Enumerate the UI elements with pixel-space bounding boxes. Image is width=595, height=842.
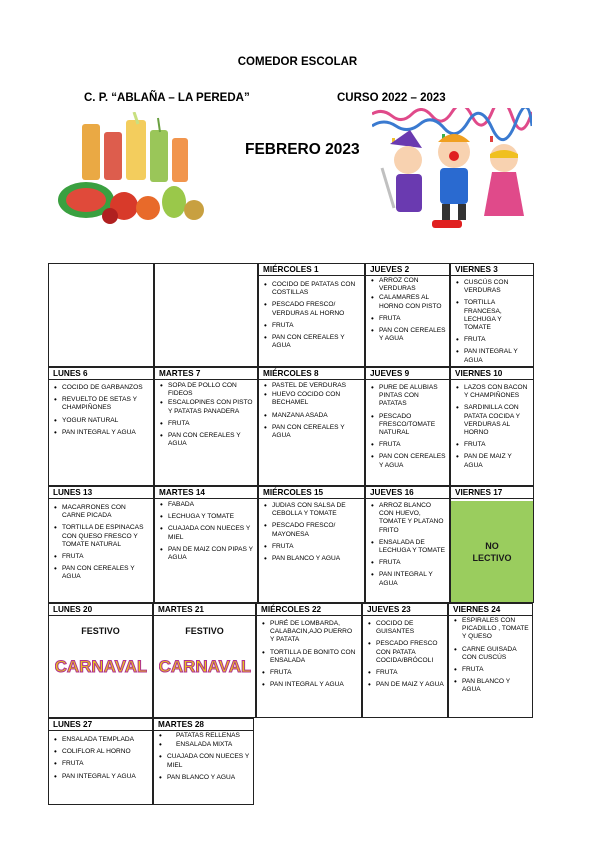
day-cell-mon-20 [48,603,153,718]
day-header: MIÉRCOLES 15 [259,487,364,499]
menu-item: • HUEVO COCIDO CON BECHAMEL [263,391,361,407]
day-cell-thu-9 [365,367,450,486]
menu-item: • PAN INTEGRAL Y AGUA [370,571,446,587]
menu-item: • FRUTA [53,553,150,561]
month-title: FEBRERO 2023 [245,141,360,158]
menu-item: • TORTILLA DE ESPINACAS CON QUESO FRESCO Y TOMATE NATURAL [53,524,150,549]
no-lectivo-label: NO LECTIVO [472,540,512,563]
menu-item: • YOGUR NATURAL [53,417,150,425]
menu-item: • MACARRONES CON CARNE PICADA [53,504,150,520]
menu-item: • CUAJADA CON NUECES Y MIEL [158,753,250,769]
day-cell-thu-16 [365,486,450,603]
menu-item: • FRUTA [53,760,149,768]
menu-item: • LECHUGA Y TOMATE [159,513,254,521]
menu-item: • CARNE GUISADA CON CUSCÚS [453,646,529,662]
menu-item: • REVUELTO DE SETAS Y CHAMPIÑONES [53,396,150,412]
menu-item: • ARROZ CON VERDURAS [370,277,446,293]
menu-item: • PESCADO FRESCO/TOMATE NATURAL [370,413,446,438]
day-cell-fri-10 [450,367,534,486]
menu-item: • ARROZ BLANCO CON HUEVO, TOMATE Y PLATANO FRITO [370,502,446,535]
menu-item: • ENSALADA TEMPLADA [53,736,149,744]
menu-item: • FRUTA [370,559,446,567]
day-cell-mon-6 [48,367,154,486]
day-cell-tue-14 [154,486,258,603]
day-cell-wed-15 [258,486,365,603]
menu-item: • TORTILLA DE BONITO CON ENSALADA [261,649,358,665]
menu-item: • FRUTA [370,315,446,323]
menu-item: • PURE DE ALUBIAS PINTAS CON PATATAS [370,384,446,409]
menu-item: • PAN CON CEREALES Y AGUA [263,424,361,440]
menu-item: • PAN INTEGRAL Y AGUA [261,681,358,689]
menu-item: • PAN CON CEREALES Y AGUA [159,432,254,448]
day-cell-fri-3 [450,263,534,367]
day-header: VIERNES 10 [451,368,533,380]
day-cell-tue-28 [153,718,254,805]
day-header: MARTES 21 [154,604,255,616]
day-header: MIÉRCOLES 1 [259,264,364,276]
menu-item: • FRUTA [263,322,361,330]
empty-cell-mon [48,263,154,367]
day-cell-mon-13 [48,486,154,603]
menu-item: • PAN CON CEREALES Y AGUA [53,565,150,581]
school-name: C. P. “ABLAÑA – LA PEREDA” [84,92,250,104]
menu-item: • PAN CON CEREALES Y AGUA [263,334,361,350]
menu-item: • CUAJADA CON NUECES Y MIEL [159,525,254,541]
page-title: COMEDOR ESCOLAR [237,56,358,68]
menu-item: • PAN BLANCO Y AGUA [453,678,529,694]
day-header: VIERNES 24 [449,604,532,616]
festivo-block [154,616,255,682]
day-cell-wed-8 [258,367,365,486]
menu-item: • CALAMARES AL HORNO CON PISTO [370,294,446,310]
menu-item: • PAN INTEGRAL Y AGUA [53,773,149,781]
menu-item: • COCIDO DE GARBANZOS [53,384,150,392]
menu-item: • FRUTA [455,441,530,449]
menu-item: • PASTEL DE VERDURAS [263,382,361,390]
menu-item: • SARDINILLA CON PATATA COCIDA Y VERDURAS AL HORNO [455,404,530,437]
menu-item: • COLIFLOR AL HORNO [53,748,149,756]
festivo-block [49,616,152,682]
day-cell-tue-21 [153,603,256,718]
menu-item: • PURÉ DE LOMBARDA, CALABACIN,AJO PUERRO Y PATATA [261,620,358,645]
day-header: JUEVES 9 [366,368,449,380]
day-cell-fri-17 [450,486,534,603]
menu-item: • FRUTA [367,669,444,677]
day-cell-tue-7 [154,367,258,486]
empty-cell-tue [154,263,258,367]
menu-item: • PAN DE MAIZ Y AGUA [455,453,530,469]
carnaval-text: CARNAVAL [158,657,251,676]
day-header: JUEVES 2 [366,264,449,276]
menu-item: • FRUTA [263,543,361,551]
menu-item: • LAZOS CON BACON Y CHAMPIÑONES [455,384,530,400]
day-cell-fri-24 [448,603,533,718]
menu-item: • FRUTA [159,420,254,428]
carnival-kids-image [372,108,532,234]
day-cell-mon-27 [48,718,153,805]
menu-item: • CUSCÚS CON VERDURAS [455,279,530,295]
menu-item: • PESCADO FRESCO CON PATATA COCIDA/BRÓCOLI [367,640,444,665]
day-cell-thu-23 [362,603,448,718]
day-header: MIÉRCOLES 8 [259,368,364,380]
day-header: MARTES 28 [154,719,253,731]
menu-item: • PAN BLANCO Y AGUA [263,555,361,563]
school-year: CURSO 2022 – 2023 [337,92,446,104]
menu-item: • PAN BLANCO Y AGUA [158,774,250,782]
menu-item: • PAN CON CEREALES Y AGUA [370,327,446,343]
fruit-smoothies-image [52,112,212,228]
menu-item: • PAN INTEGRAL Y AGUA [53,429,150,437]
menu-item: • FABADA [159,501,254,509]
carnaval-banner [159,648,251,682]
menu-item: • PAN INTEGRAL Y AGUA [455,348,530,364]
menu-item: • ENSALADA DE LECHUGA Y TOMATE [370,539,446,555]
menu-item: • COCIDO DE GUISANTES [367,620,444,636]
day-cell-wed-1 [258,263,365,367]
day-header: VIERNES 3 [451,264,533,276]
menu-item: • MANZANA ASADA [263,412,361,420]
menu-item: • ENSALADA MIXTA [158,741,250,749]
menu-item: • FRUTA [370,441,446,449]
carnaval-banner [55,648,147,682]
carnaval-text: CARNAVAL [54,657,147,676]
day-header: LUNES 27 [49,719,152,731]
day-header: LUNES 13 [49,487,153,499]
menu-item: • PESCADO FRESCO/ MAYONESA [263,522,361,538]
menu-item: • FRUTA [455,336,530,344]
day-header: JUEVES 23 [363,604,447,616]
day-cell-wed-22 [256,603,362,718]
menu-item: • PAN DE MAIZ Y AGUA [367,681,444,689]
menu-item: • TORTILLA FRANCESA, LECHUGA Y TOMATE [455,299,530,332]
festivo-label: FESTIVO [185,626,224,636]
day-header: LUNES 20 [49,604,152,616]
menu-item: • ESCALOPINES CON PISTO Y PATATAS PANADERA [159,399,254,415]
day-header: MARTES 7 [155,368,257,380]
menu-item: • PAN DE MAIZ CON PIPAS Y AGUA [159,546,254,562]
festivo-label: FESTIVO [81,626,120,636]
menu-item: • JUDIAS CON SALSA DE CEBOLLA Y TOMATE [263,502,361,518]
day-header: VIERNES 17 [451,487,533,499]
day-header: JUEVES 16 [366,487,449,499]
menu-item: • SOPA DE POLLO CON FIDEOS [159,382,254,398]
menu-item: • COCIDO DE PATATAS CON COSTILLAS [263,281,361,297]
day-header: LUNES 6 [49,368,153,380]
menu-item: • PESCADO FRESCO/ VERDURAS AL HORNO [263,301,361,317]
menu-item: • PAN CON CEREALES Y AGUA [370,453,446,469]
menu-item: • ESPIRALES CON PICADILLO , TOMATE Y QUESO [453,617,529,642]
no-lectivo-notice [451,501,533,602]
day-header: MIÉRCOLES 22 [257,604,361,616]
menu-item: • PATATAS RELLENAS [158,732,250,740]
day-cell-thu-2 [365,263,450,367]
day-header: MARTES 14 [155,487,257,499]
menu-item: • FRUTA [261,669,358,677]
menu-item: • FRUTA [453,666,529,674]
